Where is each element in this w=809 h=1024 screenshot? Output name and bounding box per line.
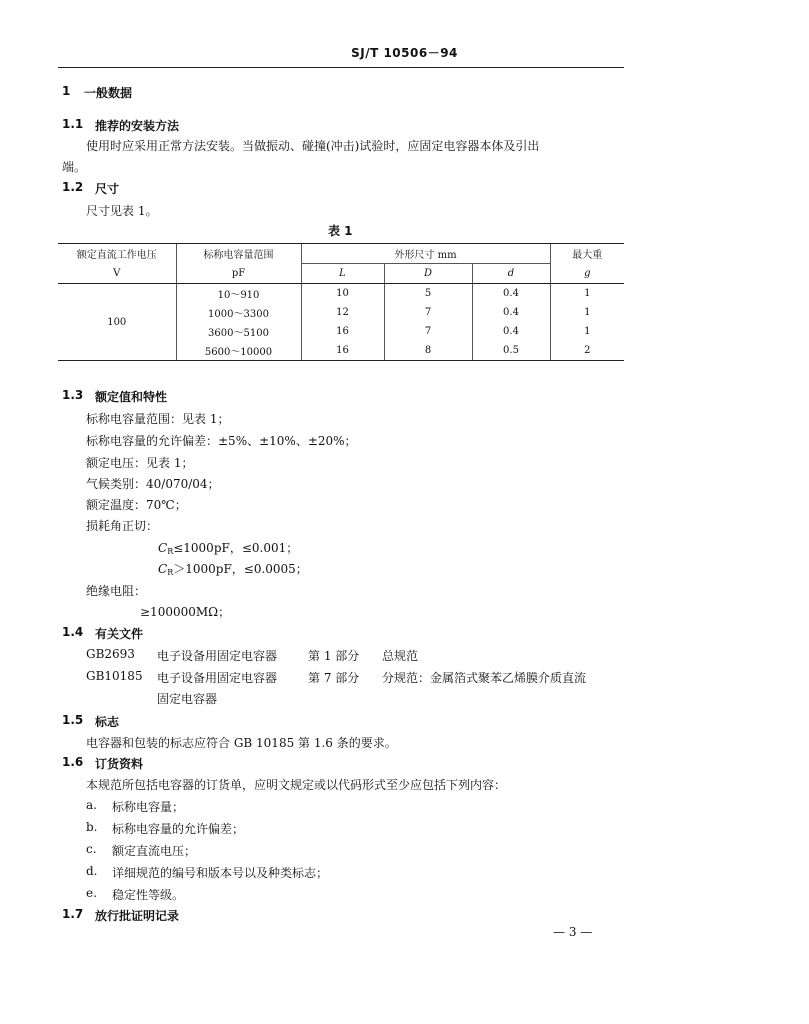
section-1-6-number: 1.6	[62, 755, 84, 769]
list-item: 标称电容量；	[112, 800, 185, 814]
table-row	[58, 284, 624, 304]
cell-cap: 1000～3300	[176, 303, 301, 322]
section-1-number: 1	[62, 84, 71, 98]
section-1-2-text: 尺寸见表 1。	[86, 204, 158, 218]
loss-tangent-formula-1: $C_R\le 1000pF$，≤0.001；	[158, 541, 299, 556]
table-1	[58, 243, 624, 361]
header-D: D	[384, 264, 472, 284]
section-1-3-line3: 额定电压：见表 1；	[86, 456, 194, 470]
cell-cap: 10～910	[176, 284, 301, 304]
cell-D: 8	[384, 341, 472, 361]
cell-D: 7	[384, 303, 472, 322]
section-1-title: 一般数据	[84, 86, 133, 100]
cell-g: 2	[550, 341, 624, 361]
section-1-1-title: 推荐的安装方法	[95, 119, 180, 133]
doc-1-name: 电子设备用固定电容器	[157, 649, 278, 663]
section-1-3-line8: ≥100000MΩ；	[140, 605, 231, 619]
section-1-3-line4: 气候类别：40/070/04；	[86, 477, 220, 491]
section-1-4-number: 1.4	[62, 625, 84, 639]
list-item-marker: a.	[86, 798, 97, 812]
section-1-5-number: 1.5	[62, 713, 84, 727]
loss-tangent-formula-2: $C_R>1000pF$，≤0.0005；	[158, 562, 308, 577]
cell-D: 7	[384, 322, 472, 341]
cell-d: 0.5	[472, 341, 550, 361]
section-1-4-title: 有关文件	[95, 627, 144, 641]
list-item-marker: e.	[86, 886, 97, 900]
page-number: — 3 —	[553, 925, 593, 939]
doc-2-type: 分规范：金属箔式聚苯乙烯膜介质直流	[382, 671, 587, 685]
cell-L: 16	[301, 341, 384, 361]
section-1-2-number: 1.2	[62, 180, 84, 194]
cell-L: 10	[301, 284, 384, 304]
section-1-3-line1: 标称电容量范围：见表 1；	[86, 412, 230, 426]
cell-L: 12	[301, 303, 384, 322]
list-item: 额定直流电压；	[112, 844, 197, 858]
doc-2-type-continued: 固定电容器	[157, 692, 218, 706]
header-voltage: 额定直流工作电压	[58, 244, 176, 264]
cell-d: 0.4	[472, 322, 550, 341]
list-item: 详细规范的编号和版本号以及种类标志；	[112, 866, 329, 880]
section-1-1-number: 1.1	[62, 117, 84, 131]
doc-2-part: 第 7 部分	[308, 671, 360, 685]
header-voltage-unit: V	[58, 264, 176, 284]
header-capacitance: 标称电容量范围	[176, 244, 301, 264]
doc-2-name: 电子设备用固定电容器	[157, 671, 278, 685]
section-1-5-title: 标志	[95, 715, 120, 729]
section-1-6-title: 订货资料	[95, 757, 144, 771]
cell-g: 1	[550, 303, 624, 322]
cell-D: 5	[384, 284, 472, 304]
doc-1-type: 总规范	[382, 649, 419, 663]
cell-cap: 5600～10000	[176, 341, 301, 361]
table-1-caption: 表 1	[328, 224, 353, 238]
header-rule	[58, 67, 624, 68]
cell-g: 1	[550, 322, 624, 341]
section-1-3-title: 额定值和特性	[95, 390, 168, 404]
header-dimensions: 外形尺寸 mm	[301, 244, 550, 264]
cell-g: 1	[550, 284, 624, 304]
section-1-7-number: 1.7	[62, 907, 84, 921]
section-1-3-number: 1.3	[62, 388, 84, 402]
section-1-1-text-line1: 使用时应采用正常方法安装。当做振动、碰撞(冲击)试验时，应固定电容器本体及引出	[86, 139, 540, 153]
cell-L: 16	[301, 322, 384, 341]
section-1-3-line7: 绝缘电阻：	[86, 584, 147, 598]
header-mass-unit: g	[550, 264, 624, 284]
section-1-7-title: 放行批证明记录	[95, 909, 180, 923]
standard-code-header: SJ/T 10506－94	[351, 46, 458, 60]
list-item-marker: d.	[86, 864, 98, 878]
header-d: d	[472, 264, 550, 284]
section-1-3-line2: 标称电容量的允许偏差：±5%、±10%、±20%；	[86, 434, 357, 448]
section-1-6-text: 本规范所包括电容器的订货单，应明文规定或以代码形式至少应包括下列内容：	[86, 778, 507, 792]
header-mass: 最大重	[550, 244, 624, 264]
section-1-1-text-line2: 端。	[62, 160, 87, 174]
header-L: L	[301, 264, 384, 284]
header-capacitance-unit: pF	[176, 264, 301, 284]
list-item: 标称电容量的允许偏差；	[112, 822, 245, 836]
doc-1-part: 第 1 部分	[308, 649, 360, 663]
section-1-3-line6: 损耗角正切：	[86, 519, 159, 533]
cell-d: 0.4	[472, 303, 550, 322]
section-1-3-line5: 额定温度：70℃；	[86, 498, 187, 512]
list-item-marker: b.	[86, 820, 98, 834]
list-item: 稳定性等级。	[112, 888, 185, 902]
cell-d: 0.4	[472, 284, 550, 304]
section-1-5-text: 电容器和包装的标志应符合 GB 10185 第 1.6 条的要求。	[86, 736, 397, 750]
list-item-marker: c.	[86, 842, 97, 856]
doc-1-code: GB2693	[86, 647, 135, 661]
cell-cap: 3600～5100	[176, 322, 301, 341]
cell-voltage: 100	[58, 284, 176, 361]
doc-2-code: GB10185	[86, 669, 143, 683]
section-1-2-title: 尺寸	[95, 182, 120, 196]
